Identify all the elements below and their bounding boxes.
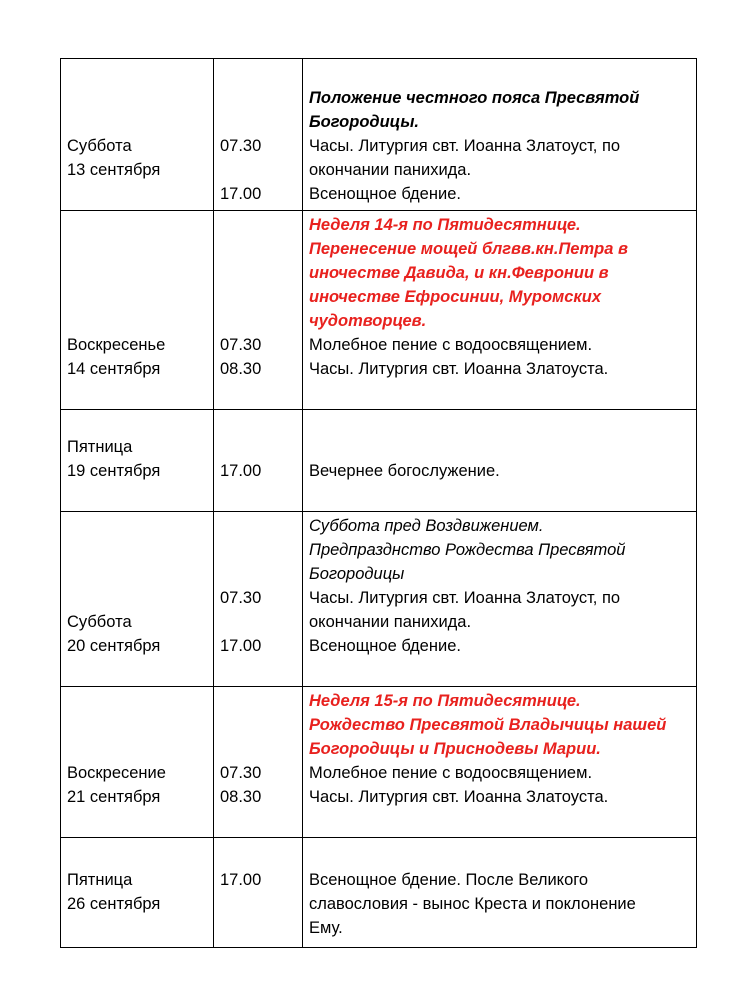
service-time: 17.00	[220, 871, 262, 889]
schedule-table	[60, 58, 697, 948]
description-cell	[303, 512, 697, 687]
time-cell	[214, 687, 303, 838]
description-cell	[303, 211, 697, 410]
service-text: Всенощное бдение.	[309, 637, 461, 655]
service-time: 17.00	[220, 462, 262, 480]
day-cell	[61, 59, 214, 211]
service-text: славословия - вынос Креста и поклонение	[309, 895, 636, 913]
day-name: Суббота	[67, 613, 132, 631]
time-cell	[214, 59, 303, 211]
feast-title: Предпразднство Рождества Пресвятой	[309, 541, 626, 559]
feast-title: Неделя 15-я по Пятидесятнице.	[309, 692, 581, 710]
feast-title: иночестве Давида, и кн.Февронии в	[309, 264, 609, 282]
service-time: 17.00	[220, 185, 262, 203]
feast-title: чудотворцев.	[309, 312, 427, 330]
day-name: Воскресенье	[67, 336, 166, 354]
feast-title: Неделя 14-я по Пятидесятнице.	[309, 216, 581, 234]
time-cell	[214, 211, 303, 410]
day-cell	[61, 211, 214, 410]
day-date: 13 сентября	[67, 161, 161, 179]
day-date: 21 сентября	[67, 788, 161, 806]
time-cell	[214, 512, 303, 687]
service-text: Часы. Литургия свт. Иоанна Златоуст, по	[309, 589, 621, 607]
service-text: окончании панихида.	[309, 161, 472, 179]
schedule-row	[61, 410, 697, 512]
day-date: 20 сентября	[67, 637, 161, 655]
feast-title: Положение честного пояса Пресвятой	[309, 89, 640, 107]
description-cell	[303, 687, 697, 838]
schedule-row	[61, 512, 697, 687]
service-text: Молебное пение с водоосвящением.	[309, 336, 593, 354]
description-cell	[303, 838, 697, 948]
day-name: Пятница	[67, 438, 133, 456]
time-cell	[214, 410, 303, 512]
schedule-row	[61, 838, 697, 948]
schedule-row	[61, 59, 697, 211]
day-cell	[61, 687, 214, 838]
schedule-row	[61, 211, 697, 410]
service-time: 07.30	[220, 764, 262, 782]
day-name: Суббота	[67, 137, 132, 155]
feast-title: Богородицы и Приснодевы Марии.	[309, 740, 601, 758]
service-time: 07.30	[220, 137, 262, 155]
day-cell	[61, 410, 214, 512]
schedule-row	[61, 687, 697, 838]
day-cell	[61, 512, 214, 687]
feast-title: Рождество Пресвятой Владычицы нашей	[309, 716, 667, 734]
feast-title: Перенесение мощей блгвв.кн.Петра в	[309, 240, 628, 258]
feast-title: иночестве Ефросинии, Муромских	[309, 288, 602, 306]
service-time: 17.00	[220, 637, 262, 655]
service-text: окончании панихида.	[309, 613, 472, 631]
service-text: Ему.	[309, 919, 343, 937]
time-cell	[214, 838, 303, 948]
service-text: Всенощное бдение.	[309, 185, 461, 203]
day-date: 14 сентября	[67, 360, 161, 378]
service-time: 07.30	[220, 589, 262, 607]
feast-title: Суббота пред Воздвижением.	[309, 517, 544, 535]
day-cell	[61, 838, 214, 948]
service-text: Часы. Литургия свт. Иоанна Златоуст, по	[309, 137, 621, 155]
day-name: Пятница	[67, 871, 133, 889]
service-text: Часы. Литургия свт. Иоанна Златоуста.	[309, 360, 609, 378]
day-name: Воскресение	[67, 764, 166, 782]
day-date: 26 сентября	[67, 895, 161, 913]
service-time: 08.30	[220, 360, 262, 378]
description-cell	[303, 410, 697, 512]
service-text: Вечернее богослужение.	[309, 462, 500, 480]
feast-title: Богородицы	[309, 565, 405, 583]
description-cell	[303, 59, 697, 211]
day-date: 19 сентября	[67, 462, 161, 480]
service-text: Часы. Литургия свт. Иоанна Златоуста.	[309, 788, 609, 806]
service-time: 08.30	[220, 788, 262, 806]
service-time: 07.30	[220, 336, 262, 354]
service-text: Всенощное бдение. После Великого	[309, 871, 589, 889]
feast-title: Богородицы.	[309, 113, 420, 131]
service-text: Молебное пение с водоосвящением.	[309, 764, 593, 782]
